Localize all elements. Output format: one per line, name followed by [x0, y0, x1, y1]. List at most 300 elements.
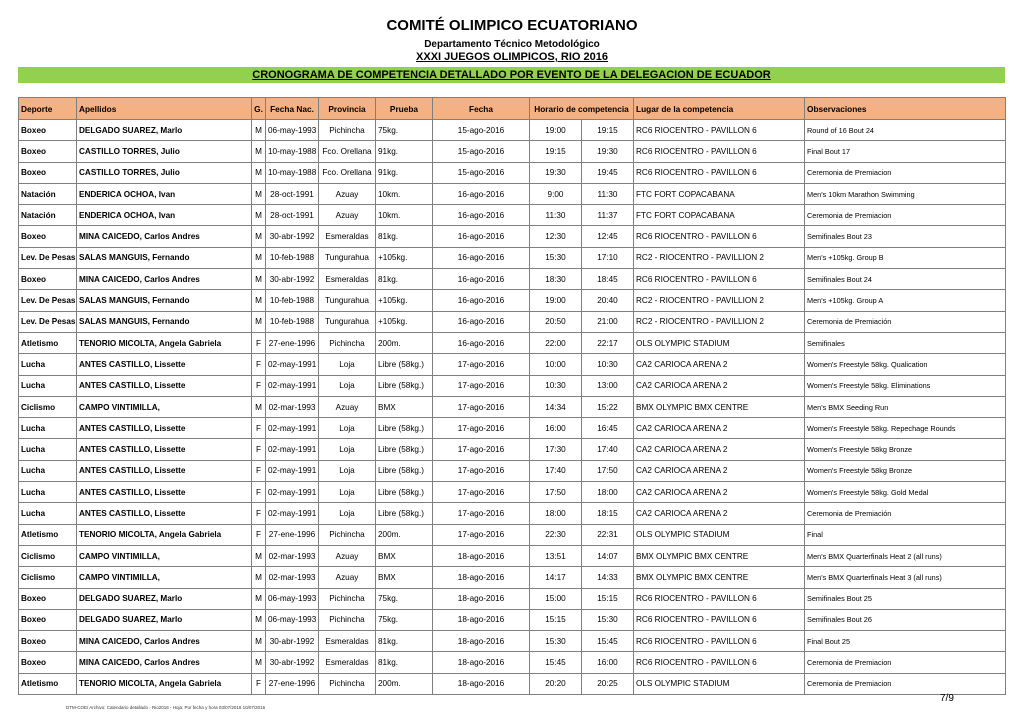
- col-apellidos: Apellidos: [77, 98, 252, 120]
- table-row: [19, 567, 1006, 588]
- cell-g: M: [252, 141, 266, 162]
- cell-fecha: 17-ago-2016: [433, 396, 530, 417]
- cell-prueba: 10km.: [376, 205, 433, 226]
- cell-apellidos: ANTES CASTILLO, Lissette: [77, 418, 252, 439]
- cell-apellidos: ANTES CASTILLO, Lissette: [77, 354, 252, 375]
- cell-obs: Women's Freestyle 58kg Bronze: [805, 460, 1006, 481]
- cell-g: M: [252, 247, 266, 268]
- cell-lugar: RC6 RIOCENTRO - PAVILLON 6: [634, 652, 805, 673]
- cell-g: F: [252, 503, 266, 524]
- cell-fin: 20:25: [582, 673, 634, 694]
- cell-deporte: Boxeo: [19, 120, 77, 141]
- cell-obs: Ceremonia de Premiacion: [805, 162, 1006, 183]
- table-row: [19, 460, 1006, 481]
- cell-apellidos: SALAS MANGUIS, Fernando: [77, 290, 252, 311]
- cell-lugar: RC6 RIOCENTRO - PAVILLON 6: [634, 162, 805, 183]
- cell-prov: Loja: [319, 354, 376, 375]
- cell-apellidos: MINA CAICEDO, Carlos Andres: [77, 652, 252, 673]
- cell-nac: 06-may-1993: [266, 588, 319, 609]
- cell-g: M: [252, 120, 266, 141]
- cell-lugar: RC6 RIOCENTRO - PAVILLON 6: [634, 226, 805, 247]
- table-row: [19, 269, 1006, 290]
- cell-g: F: [252, 418, 266, 439]
- cell-obs: Men's +105kg. Group B: [805, 247, 1006, 268]
- cell-prueba: 75kg.: [376, 588, 433, 609]
- cell-obs: Semifinales Bout 26: [805, 609, 1006, 630]
- cell-prov: Loja: [319, 439, 376, 460]
- cell-deporte: Boxeo: [19, 631, 77, 652]
- cell-prov: Azuay: [319, 567, 376, 588]
- cell-nac: 02-mar-1993: [266, 396, 319, 417]
- cell-inicio: 18:00: [530, 503, 582, 524]
- cell-prueba: BMX: [376, 545, 433, 566]
- cell-nac: 02-mar-1993: [266, 567, 319, 588]
- col-horario: Horario de competencia: [530, 98, 634, 120]
- table-row: [19, 609, 1006, 630]
- cell-deporte: Atletismo: [19, 524, 77, 545]
- cell-apellidos: TENORIO MICOLTA, Angela Gabriela: [77, 673, 252, 694]
- document-title: COMITÉ OLIMPICO ECUATORIANO: [386, 17, 638, 34]
- table-row: [19, 332, 1006, 353]
- table-row: [19, 673, 1006, 694]
- cell-lugar: FTC FORT COPACABANA: [634, 205, 805, 226]
- cell-inicio: 15:15: [530, 609, 582, 630]
- cell-inicio: 19:30: [530, 162, 582, 183]
- table-row: [19, 311, 1006, 332]
- cell-fecha: 16-ago-2016: [433, 183, 530, 204]
- cell-lugar: CA2 CARIOCA ARENA 2: [634, 439, 805, 460]
- cell-lugar: RC6 RIOCENTRO - PAVILLON 6: [634, 141, 805, 162]
- cell-prov: Fco. Orellana: [319, 162, 376, 183]
- cell-fin: 15:45: [582, 631, 634, 652]
- cell-g: M: [252, 205, 266, 226]
- cell-lugar: RC6 RIOCENTRO - PAVILLON 6: [634, 120, 805, 141]
- cell-inicio: 16:00: [530, 418, 582, 439]
- cell-lugar: RC6 RIOCENTRO - PAVILLON 6: [634, 588, 805, 609]
- cell-prov: Tungurahua: [319, 290, 376, 311]
- cell-prueba: 91kg.: [376, 141, 433, 162]
- cell-fecha: 17-ago-2016: [433, 375, 530, 396]
- cell-g: M: [252, 567, 266, 588]
- cell-fin: 21:00: [582, 311, 634, 332]
- cell-lugar: RC6 RIOCENTRO - PAVILLON 6: [634, 609, 805, 630]
- cell-fin: 15:22: [582, 396, 634, 417]
- cell-g: F: [252, 673, 266, 694]
- cell-apellidos: ANTES CASTILLO, Lissette: [77, 503, 252, 524]
- cell-obs: Women's Freestyle 58kg. Gold Medal: [805, 482, 1006, 503]
- col-provincia: Provincia: [319, 98, 376, 120]
- cell-prueba: Libre (58kg.): [376, 460, 433, 481]
- cell-inicio: 11:30: [530, 205, 582, 226]
- table-row: [19, 503, 1006, 524]
- page-number: 7/9: [940, 693, 954, 704]
- cell-fecha: 15-ago-2016: [433, 141, 530, 162]
- table-row: [19, 183, 1006, 204]
- cell-apellidos: DELGADO SUAREZ, Marlo: [77, 588, 252, 609]
- cell-fecha: 16-ago-2016: [433, 247, 530, 268]
- cell-lugar: OLS OLYMPIC STADIUM: [634, 332, 805, 353]
- cell-g: M: [252, 162, 266, 183]
- cell-obs: Women's Freestyle 58kg. Qualication: [805, 354, 1006, 375]
- cell-lugar: BMX OLYMPIC BMX CENTRE: [634, 396, 805, 417]
- cell-fecha: 16-ago-2016: [433, 226, 530, 247]
- cell-nac: 02-may-1991: [266, 375, 319, 396]
- cell-fecha: 17-ago-2016: [433, 354, 530, 375]
- cell-apellidos: MINA CAICEDO, Carlos Andres: [77, 269, 252, 290]
- cell-apellidos: ANTES CASTILLO, Lissette: [77, 460, 252, 481]
- cell-fecha: 15-ago-2016: [433, 162, 530, 183]
- cell-g: M: [252, 631, 266, 652]
- cell-deporte: Lucha: [19, 418, 77, 439]
- cell-prueba: +105kg.: [376, 290, 433, 311]
- cell-inicio: 18:30: [530, 269, 582, 290]
- cell-obs: Final: [805, 524, 1006, 545]
- table-row: [19, 141, 1006, 162]
- cell-obs: Ceremonia de Premiacion: [805, 652, 1006, 673]
- cell-inicio: 13:51: [530, 545, 582, 566]
- cell-deporte: Boxeo: [19, 269, 77, 290]
- cell-deporte: Natación: [19, 205, 77, 226]
- cell-inicio: 22:00: [530, 332, 582, 353]
- cell-prueba: 81kg.: [376, 226, 433, 247]
- cell-obs: Men's 10km Marathon Swimming: [805, 183, 1006, 204]
- cell-deporte: Lev. De Pesas: [19, 247, 77, 268]
- cell-fin: 14:07: [582, 545, 634, 566]
- cell-g: M: [252, 183, 266, 204]
- cell-nac: 02-may-1991: [266, 439, 319, 460]
- cell-fecha: 17-ago-2016: [433, 418, 530, 439]
- cell-deporte: Lucha: [19, 439, 77, 460]
- cell-nac: 30-abr-1992: [266, 631, 319, 652]
- cell-prov: Azuay: [319, 183, 376, 204]
- cell-apellidos: CASTILLO TORRES, Julio: [77, 141, 252, 162]
- cell-obs: Women's Freestyle 58kg Bronze: [805, 439, 1006, 460]
- cell-prov: Tungurahua: [319, 311, 376, 332]
- cell-obs: Women's Freestyle 58kg. Eliminations: [805, 375, 1006, 396]
- cell-inicio: 19:15: [530, 141, 582, 162]
- col-genero: G.: [252, 98, 266, 120]
- cell-fin: 17:50: [582, 460, 634, 481]
- cell-prov: Loja: [319, 375, 376, 396]
- cell-prov: Azuay: [319, 545, 376, 566]
- cell-inicio: 15:30: [530, 247, 582, 268]
- cell-deporte: Boxeo: [19, 141, 77, 162]
- cell-prov: Pichincha: [319, 673, 376, 694]
- cell-fin: 11:30: [582, 183, 634, 204]
- cell-inicio: 15:30: [530, 631, 582, 652]
- cell-lugar: CA2 CARIOCA ARENA 2: [634, 503, 805, 524]
- col-fecha-nac: Fecha Nac.: [266, 98, 319, 120]
- cell-apellidos: SALAS MANGUIS, Fernando: [77, 311, 252, 332]
- cell-g: M: [252, 226, 266, 247]
- cell-nac: 02-may-1991: [266, 418, 319, 439]
- cell-g: F: [252, 332, 266, 353]
- table-row: [19, 120, 1006, 141]
- cell-obs: Semifinales: [805, 332, 1006, 353]
- cell-fecha: 16-ago-2016: [433, 332, 530, 353]
- cell-nac: 27-ene-1996: [266, 673, 319, 694]
- cell-inicio: 17:40: [530, 460, 582, 481]
- cell-g: M: [252, 545, 266, 566]
- cell-nac: 28-oct-1991: [266, 205, 319, 226]
- cell-prueba: 81kg.: [376, 269, 433, 290]
- col-prueba: Prueba: [376, 98, 433, 120]
- cell-prueba: Libre (58kg.): [376, 354, 433, 375]
- table-row: [19, 205, 1006, 226]
- cell-deporte: Boxeo: [19, 162, 77, 183]
- cell-fecha: 16-ago-2016: [433, 290, 530, 311]
- cell-g: F: [252, 375, 266, 396]
- table-row: [19, 290, 1006, 311]
- footer-note: DTM-COE/ Archivo: Calendario detallado - Rio2016 - Hoja: Por fecha y hora 03/07/2016 10/07/2016: [66, 705, 266, 710]
- cell-fin: 12:45: [582, 226, 634, 247]
- schedule-table: [18, 97, 1006, 695]
- cell-prueba: 200m.: [376, 524, 433, 545]
- cell-fin: 16:00: [582, 652, 634, 673]
- table-row: [19, 247, 1006, 268]
- cell-nac: 06-may-1993: [266, 120, 319, 141]
- cell-lugar: CA2 CARIOCA ARENA 2: [634, 482, 805, 503]
- cell-apellidos: ANTES CASTILLO, Lissette: [77, 375, 252, 396]
- cell-g: M: [252, 269, 266, 290]
- cell-apellidos: TENORIO MICOLTA, Angela Gabriela: [77, 524, 252, 545]
- cell-prov: Loja: [319, 460, 376, 481]
- cell-prov: Pichincha: [319, 588, 376, 609]
- table-row: [19, 545, 1006, 566]
- cell-lugar: BMX OLYMPIC BMX CENTRE: [634, 545, 805, 566]
- cell-obs: Final Bout 17: [805, 141, 1006, 162]
- cell-prov: Esmeraldas: [319, 269, 376, 290]
- cell-fin: 17:10: [582, 247, 634, 268]
- cell-inicio: 22:30: [530, 524, 582, 545]
- table-row: [19, 524, 1006, 545]
- cell-prov: Loja: [319, 418, 376, 439]
- cell-inicio: 19:00: [530, 290, 582, 311]
- cell-lugar: BMX OLYMPIC BMX CENTRE: [634, 567, 805, 588]
- games-subtitle: XXXI JUEGOS OLIMPICOS, RIO 2016: [416, 51, 608, 63]
- cell-prueba: +105kg.: [376, 311, 433, 332]
- cell-g: F: [252, 524, 266, 545]
- cell-apellidos: MINA CAICEDO, Carlos Andres: [77, 226, 252, 247]
- cell-obs: Ceremonia de Premiacion: [805, 205, 1006, 226]
- cell-nac: 28-oct-1991: [266, 183, 319, 204]
- schedule-banner-text: CRONOGRAMA DE COMPETENCIA DETALLADO POR EVENTO DE LA DELEGACION DE ECUADOR: [252, 69, 771, 81]
- cell-fin: 18:15: [582, 503, 634, 524]
- cell-g: M: [252, 311, 266, 332]
- cell-nac: 02-mar-1993: [266, 545, 319, 566]
- cell-prov: Azuay: [319, 205, 376, 226]
- cell-fecha: 18-ago-2016: [433, 609, 530, 630]
- cell-fecha: 18-ago-2016: [433, 588, 530, 609]
- cell-apellidos: ENDERICA OCHOA, Ivan: [77, 183, 252, 204]
- schedule-banner: [18, 67, 1005, 83]
- cell-lugar: CA2 CARIOCA ARENA 2: [634, 354, 805, 375]
- table-row: [19, 439, 1006, 460]
- cell-prov: Pichincha: [319, 120, 376, 141]
- table-row: [19, 482, 1006, 503]
- cell-apellidos: DELGADO SUAREZ, Marlo: [77, 120, 252, 141]
- cell-apellidos: SALAS MANGUIS, Fernando: [77, 247, 252, 268]
- cell-apellidos: ANTES CASTILLO, Lissette: [77, 439, 252, 460]
- table-row: [19, 162, 1006, 183]
- cell-obs: Men's +105kg. Group A: [805, 290, 1006, 311]
- cell-lugar: RC6 RIOCENTRO - PAVILLON 6: [634, 631, 805, 652]
- cell-g: M: [252, 652, 266, 673]
- cell-prueba: 75kg.: [376, 609, 433, 630]
- cell-nac: 10-feb-1988: [266, 247, 319, 268]
- cell-obs: Final Bout 25: [805, 631, 1006, 652]
- cell-g: M: [252, 290, 266, 311]
- cell-fin: 19:45: [582, 162, 634, 183]
- cell-fin: 19:15: [582, 120, 634, 141]
- cell-prueba: 200m.: [376, 673, 433, 694]
- cell-inicio: 17:30: [530, 439, 582, 460]
- cell-inicio: 15:45: [530, 652, 582, 673]
- table-row: [19, 588, 1006, 609]
- department-subtitle: Departamento Técnico Metodológico: [424, 39, 600, 50]
- table-row: [19, 375, 1006, 396]
- col-observaciones: Observaciones: [805, 98, 1006, 120]
- cell-deporte: Ciclismo: [19, 396, 77, 417]
- col-deporte: Deporte: [19, 98, 77, 120]
- cell-deporte: Lucha: [19, 460, 77, 481]
- cell-nac: 02-may-1991: [266, 482, 319, 503]
- cell-prueba: Libre (58kg.): [376, 482, 433, 503]
- cell-prov: Pichincha: [319, 524, 376, 545]
- cell-deporte: Ciclismo: [19, 545, 77, 566]
- cell-fin: 18:45: [582, 269, 634, 290]
- cell-fin: 18:00: [582, 482, 634, 503]
- cell-prueba: 81kg.: [376, 652, 433, 673]
- cell-nac: 27-ene-1996: [266, 332, 319, 353]
- cell-fecha: 18-ago-2016: [433, 631, 530, 652]
- cell-obs: Semifinales Bout 23: [805, 226, 1006, 247]
- cell-g: F: [252, 460, 266, 481]
- cell-nac: 02-may-1991: [266, 503, 319, 524]
- cell-inicio: 12:30: [530, 226, 582, 247]
- cell-lugar: RC6 RIOCENTRO - PAVILLON 6: [634, 269, 805, 290]
- cell-fin: 20:40: [582, 290, 634, 311]
- cell-inicio: 15:00: [530, 588, 582, 609]
- cell-nac: 10-feb-1988: [266, 311, 319, 332]
- cell-prueba: 75kg.: [376, 120, 433, 141]
- cell-apellidos: DELGADO SUAREZ, Marlo: [77, 609, 252, 630]
- cell-nac: 27-ene-1996: [266, 524, 319, 545]
- cell-deporte: Natación: [19, 183, 77, 204]
- cell-prueba: Libre (58kg.): [376, 503, 433, 524]
- cell-fecha: 17-ago-2016: [433, 482, 530, 503]
- cell-prov: Esmeraldas: [319, 652, 376, 673]
- table-header-row: [19, 98, 1006, 120]
- cell-inicio: 20:20: [530, 673, 582, 694]
- cell-fecha: 17-ago-2016: [433, 460, 530, 481]
- cell-deporte: Atletismo: [19, 673, 77, 694]
- cell-fecha: 18-ago-2016: [433, 673, 530, 694]
- cell-nac: 02-may-1991: [266, 460, 319, 481]
- cell-lugar: FTC FORT COPACABANA: [634, 183, 805, 204]
- table-row: [19, 354, 1006, 375]
- cell-lugar: CA2 CARIOCA ARENA 2: [634, 460, 805, 481]
- cell-g: F: [252, 482, 266, 503]
- cell-obs: Semifinales Bout 24: [805, 269, 1006, 290]
- cell-prov: Esmeraldas: [319, 631, 376, 652]
- cell-obs: Ceremonia de Premiación: [805, 503, 1006, 524]
- cell-fin: 16:45: [582, 418, 634, 439]
- cell-inicio: 20:50: [530, 311, 582, 332]
- cell-prueba: 81kg.: [376, 631, 433, 652]
- cell-deporte: Lev. De Pesas: [19, 311, 77, 332]
- table-row: [19, 226, 1006, 247]
- cell-fecha: 18-ago-2016: [433, 652, 530, 673]
- cell-fin: 19:30: [582, 141, 634, 162]
- cell-obs: Semifinales Bout 25: [805, 588, 1006, 609]
- cell-obs: Ceremonia de Premiación: [805, 311, 1006, 332]
- cell-deporte: Lucha: [19, 503, 77, 524]
- cell-inicio: 9:00: [530, 183, 582, 204]
- cell-fecha: 17-ago-2016: [433, 503, 530, 524]
- cell-fin: 22:31: [582, 524, 634, 545]
- cell-deporte: Boxeo: [19, 652, 77, 673]
- cell-prov: Pichincha: [319, 332, 376, 353]
- cell-prov: Azuay: [319, 396, 376, 417]
- cell-lugar: RC2 - RIOCENTRO - PAVILLION 2: [634, 311, 805, 332]
- table-row: [19, 631, 1006, 652]
- cell-lugar: RC2 - RIOCENTRO - PAVILLION 2: [634, 290, 805, 311]
- cell-apellidos: CAMPO VINTIMILLA,: [77, 396, 252, 417]
- cell-fin: 11:37: [582, 205, 634, 226]
- cell-g: M: [252, 588, 266, 609]
- cell-g: F: [252, 354, 266, 375]
- cell-fin: 22:17: [582, 332, 634, 353]
- cell-g: F: [252, 439, 266, 460]
- cell-obs: Men's BMX Quarterfinals Heat 2 (all runs): [805, 545, 1006, 566]
- cell-prov: Pichincha: [319, 609, 376, 630]
- cell-prueba: Libre (58kg.): [376, 439, 433, 460]
- cell-prov: Loja: [319, 503, 376, 524]
- cell-deporte: Boxeo: [19, 588, 77, 609]
- table-row: [19, 652, 1006, 673]
- cell-apellidos: MINA CAICEDO, Carlos Andres: [77, 631, 252, 652]
- cell-nac: 06-may-1993: [266, 609, 319, 630]
- cell-inicio: 10:30: [530, 375, 582, 396]
- cell-nac: 02-may-1991: [266, 354, 319, 375]
- cell-deporte: Atletismo: [19, 332, 77, 353]
- cell-fecha: 18-ago-2016: [433, 545, 530, 566]
- cell-lugar: RC2 - RIOCENTRO - PAVILLION 2: [634, 247, 805, 268]
- cell-obs: Round of 16 Bout 24: [805, 120, 1006, 141]
- cell-prueba: BMX: [376, 567, 433, 588]
- cell-fin: 17:40: [582, 439, 634, 460]
- cell-prueba: Libre (58kg.): [376, 418, 433, 439]
- cell-prov: Loja: [319, 482, 376, 503]
- cell-fin: 10:30: [582, 354, 634, 375]
- cell-fin: 14:33: [582, 567, 634, 588]
- table-row: [19, 418, 1006, 439]
- cell-prueba: 200m.: [376, 332, 433, 353]
- cell-obs: Ceremonia de Premiacion: [805, 673, 1006, 694]
- cell-inicio: 14:17: [530, 567, 582, 588]
- cell-inicio: 17:50: [530, 482, 582, 503]
- table-row: [19, 396, 1006, 417]
- cell-prueba: BMX: [376, 396, 433, 417]
- cell-apellidos: ENDERICA OCHOA, Ivan: [77, 205, 252, 226]
- cell-inicio: 14:34: [530, 396, 582, 417]
- cell-apellidos: CAMPO VINTIMILLA,: [77, 545, 252, 566]
- cell-deporte: Boxeo: [19, 226, 77, 247]
- col-lugar: Lugar de la competencia: [634, 98, 805, 120]
- cell-fin: 15:30: [582, 609, 634, 630]
- cell-apellidos: TENORIO MICOLTA, Angela Gabriela: [77, 332, 252, 353]
